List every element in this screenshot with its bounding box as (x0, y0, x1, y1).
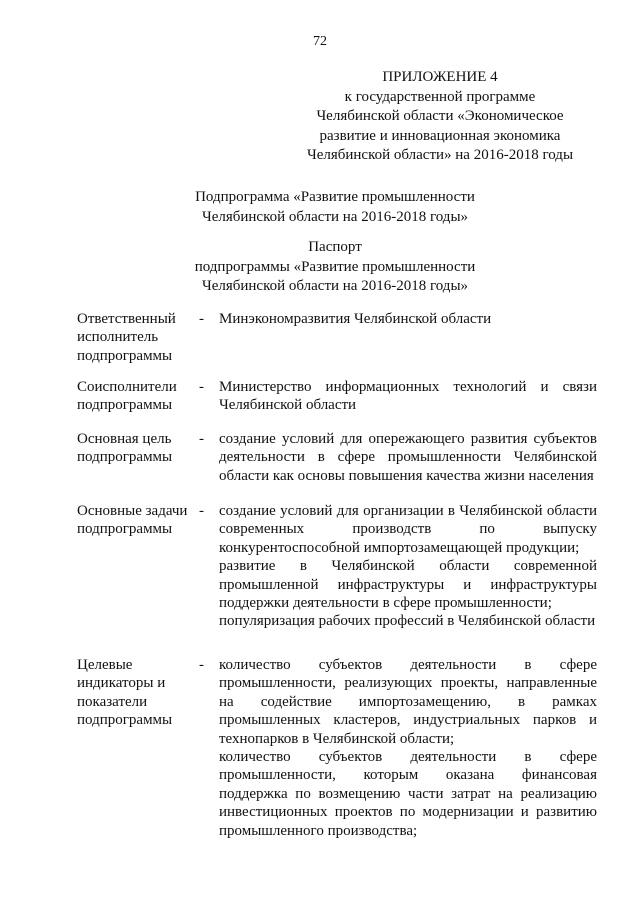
row-label-line: Основные задачи (77, 503, 188, 519)
row-content-paragraph: популяризация рабочих профессий в Челябинской области (219, 613, 596, 630)
appendix-line: Челябинской области «Экономическое (316, 108, 564, 124)
row-content-paragraph: создание условий для организации в Челябинской области современных производств по выпуску конкурентоспособной импортозамещающей продукции; (219, 503, 597, 556)
passport-title-line: Челябинской области на 2016-2018 годы» (201, 278, 469, 294)
row-label-line: подпрограммы (77, 397, 173, 414)
subprogram-title-line: Челябинской области на 2016-2018 годы» (201, 208, 469, 225)
row-content-paragraph: Минэкономразвития Челябинской области (219, 311, 492, 327)
row-label-line: Соисполнители (77, 379, 177, 395)
row-label-line: показатели (77, 693, 148, 710)
row-label (77, 430, 199, 467)
passport-title (0, 238, 640, 297)
row-label-line: подпрограммы (77, 521, 173, 538)
row-content (219, 378, 597, 415)
row-label-line: подпрограммы (77, 347, 173, 364)
row-dash: - (199, 311, 204, 327)
row-label-line: подпрограммы (77, 449, 173, 466)
row-dash: - (199, 379, 204, 395)
appendix-line: развитие и инновационная экономика (319, 127, 561, 144)
appendix-line: Челябинской области» на 2016-2018 годы (306, 147, 574, 163)
row-label-line: подпрограммы (77, 712, 173, 729)
row-label-line: индикаторы и (77, 675, 166, 692)
row-content-paragraph: количество субъектов деятельности в сфере промышленности, которым оказана финансовая поддержка по возмещению части затрат на реализацию инвестиционных проектов по модернизации и развитию промышленного производства; (219, 749, 597, 839)
row-label (77, 378, 199, 415)
appendix-line: ПРИЛОЖЕНИЕ 4 (382, 69, 498, 85)
row-dash: - (199, 503, 204, 519)
row-content (219, 502, 597, 631)
row-label-line: Целевые (77, 657, 133, 673)
passport-title-line: подпрограммы «Развитие промышленности (194, 258, 476, 275)
row-label-line: исполнитель (77, 329, 159, 346)
row-content-paragraph: развитие в Челябинской области современной промышленной инфраструктуры и инфраструктуры поддержки деятельности в сфере промышленности; (219, 558, 597, 612)
row-label (77, 502, 199, 539)
row-content-paragraph: Министерство информационных технологий и связи Челябинской области (219, 379, 597, 414)
row-dash: - (199, 657, 204, 673)
subprogram-title (0, 188, 640, 227)
subprogram-title-line: Подпрограмма «Развитие промышленности (195, 189, 475, 205)
row-content-paragraph: создание условий для опережающего развития субъектов деятельности в сфере промышленности Челябинской области как основы повышения качества жизни населения (219, 431, 597, 484)
appendix-header (290, 68, 590, 166)
passport-title-line: Паспорт (308, 239, 362, 255)
row-label (77, 656, 199, 730)
row-label (77, 310, 199, 365)
page-number: 72 (313, 34, 327, 49)
row-dash: - (199, 431, 204, 447)
row-content-paragraph: количество субъектов деятельности в сфере промышленности, реализующих проекты, направленные на содействие импортозамещению, в рамках промышленных кластеров, индустриальных парков и технопарков в Челябинской области; (219, 657, 597, 747)
appendix-line: к государственной программе (344, 88, 536, 105)
row-content (219, 430, 597, 485)
row-label-line: Основная цель (77, 431, 172, 447)
row-content (219, 310, 597, 328)
row-content (219, 656, 597, 840)
row-label-line: Ответственный (77, 311, 176, 327)
